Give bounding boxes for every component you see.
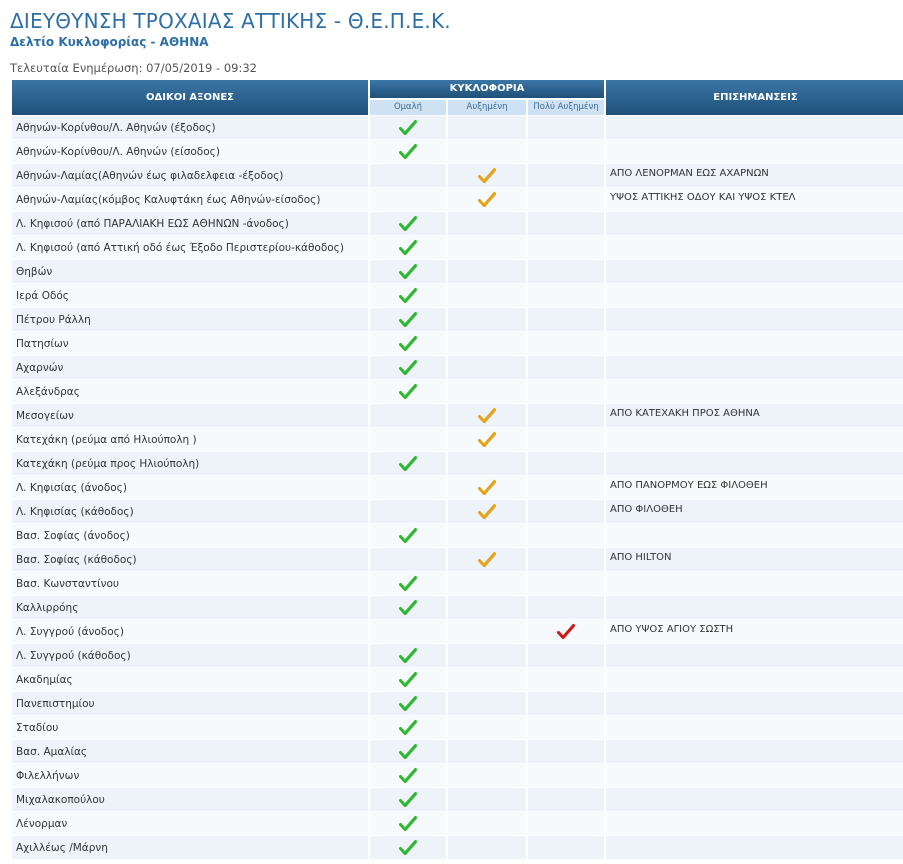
table-row xyxy=(12,164,903,188)
checkmark-icon xyxy=(398,142,418,162)
note-cell: ΑΠΟ ΥΨΟΣ ΑΓΙΟΥ ΣΩΣΤΗ xyxy=(606,620,903,644)
checkmark-icon xyxy=(477,190,497,210)
status-cell-normal xyxy=(370,212,446,236)
note-cell xyxy=(606,716,903,740)
note-cell: ΑΠΟ HILTON xyxy=(606,548,903,572)
status-cell-normal xyxy=(370,644,446,668)
status-cell-very-increased xyxy=(528,692,604,716)
status-cell-very-increased xyxy=(528,836,604,860)
status-cell-normal xyxy=(370,452,446,476)
table-row xyxy=(12,404,903,428)
road-name: Αθηνών-Λαμίας(κόμβος Καλυφτάκη έως Αθηνών-είσοδος) xyxy=(12,188,368,212)
page-header xyxy=(0,0,903,75)
checkmark-icon xyxy=(556,622,576,642)
road-name: Λ. Κηφισίας (κάθοδος) xyxy=(12,500,368,524)
status-cell-very-increased xyxy=(528,356,604,380)
column-header-roads: ΟΔΙΚΟΙ ΑΞΟΝΕΣ xyxy=(12,80,368,116)
note-cell xyxy=(606,668,903,692)
checkmark-icon xyxy=(398,742,418,762)
status-cell-normal xyxy=(370,836,446,860)
status-cell-very-increased xyxy=(528,476,604,500)
status-cell-increased xyxy=(448,668,526,692)
road-name: Βασ. Κωνσταντίνου xyxy=(12,572,368,596)
status-cell-normal xyxy=(370,668,446,692)
checkmark-icon xyxy=(398,598,418,618)
page-subtitle: Δελτίο Κυκλοφορίας - ΑΘΗΝΑ xyxy=(10,35,209,49)
road-name: Λ. Κηφισίας (άνοδος) xyxy=(12,476,368,500)
status-cell-normal xyxy=(370,740,446,764)
note-cell xyxy=(606,524,903,548)
status-cell-very-increased xyxy=(528,164,604,188)
checkmark-icon xyxy=(398,574,418,594)
checkmark-icon xyxy=(398,454,418,474)
road-name: Μιχαλακοπούλου xyxy=(12,788,368,812)
status-cell-normal xyxy=(370,476,446,500)
status-cell-increased xyxy=(448,452,526,476)
road-name: Αχαρνών xyxy=(12,356,368,380)
road-name: Λ. Κηφισού (από ΠΑΡΑΛΙΑΚΗ ΕΩΣ ΑΘΗΝΩΝ -άνοδος) xyxy=(12,212,368,236)
road-name: Φιλελλήνων xyxy=(12,764,368,788)
status-cell-increased xyxy=(448,308,526,332)
table-row xyxy=(12,212,903,236)
note-cell xyxy=(606,260,903,284)
status-cell-normal xyxy=(370,692,446,716)
status-cell-increased xyxy=(448,524,526,548)
road-name: Αλεξάνδρας xyxy=(12,380,368,404)
status-cell-very-increased xyxy=(528,716,604,740)
road-name: Λ. Κηφισού (από Αττική οδό έως Έξοδο Περιστερίου-κάθοδος) xyxy=(12,236,368,260)
road-name: Αχιλλέως /Μάρνη xyxy=(12,836,368,860)
status-cell-normal xyxy=(370,524,446,548)
status-cell-normal xyxy=(370,404,446,428)
note-cell xyxy=(606,284,903,308)
checkmark-icon xyxy=(477,478,497,498)
status-cell-very-increased xyxy=(528,284,604,308)
status-cell-increased xyxy=(448,548,526,572)
status-cell-normal xyxy=(370,188,446,212)
status-cell-increased xyxy=(448,476,526,500)
road-name: Πέτρου Ράλλη xyxy=(12,308,368,332)
status-cell-increased xyxy=(448,356,526,380)
status-cell-normal xyxy=(370,812,446,836)
table-row xyxy=(12,452,903,476)
table-row xyxy=(12,812,903,836)
road-name: Λένορμαν xyxy=(12,812,368,836)
column-header-traffic: ΚΥΚΛΟΦΟΡΙΑ xyxy=(370,80,604,99)
table-row xyxy=(12,572,903,596)
note-cell xyxy=(606,212,903,236)
checkmark-icon xyxy=(477,166,497,186)
table-row xyxy=(12,548,903,572)
note-cell xyxy=(606,332,903,356)
road-name: Κατεχάκη (ρεύμα από Ηλιούπολη ) xyxy=(12,428,368,452)
status-cell-increased xyxy=(448,572,526,596)
road-name: Βασ. Αμαλίας xyxy=(12,740,368,764)
checkmark-icon xyxy=(398,718,418,738)
status-cell-increased xyxy=(448,596,526,620)
status-cell-very-increased xyxy=(528,596,604,620)
status-cell-increased xyxy=(448,764,526,788)
traffic-rows xyxy=(12,116,903,860)
status-cell-very-increased xyxy=(528,644,604,668)
checkmark-icon xyxy=(398,646,418,666)
table-row xyxy=(12,140,903,164)
table-row xyxy=(12,476,903,500)
road-name: Πανεπιστημίου xyxy=(12,692,368,716)
table-row xyxy=(12,716,903,740)
checkmark-icon xyxy=(477,550,497,570)
status-cell-very-increased xyxy=(528,788,604,812)
note-cell xyxy=(606,740,903,764)
table-row xyxy=(12,692,903,716)
status-cell-increased xyxy=(448,620,526,644)
status-cell-normal xyxy=(370,764,446,788)
checkmark-icon xyxy=(398,790,418,810)
status-cell-very-increased xyxy=(528,380,604,404)
checkmark-icon xyxy=(398,358,418,378)
table-row xyxy=(12,500,903,524)
checkmark-icon xyxy=(398,310,418,330)
status-cell-normal xyxy=(370,596,446,620)
road-name: Αθηνών-Κορίνθου/Λ. Αθηνών (είσοδος) xyxy=(12,140,368,164)
status-cell-normal xyxy=(370,356,446,380)
status-cell-very-increased xyxy=(528,500,604,524)
note-cell: ΑΠΟ ΛΕΝΟΡΜΑΝ ΕΩΣ ΑΧΑΡΝΩΝ xyxy=(606,164,903,188)
status-cell-increased xyxy=(448,644,526,668)
status-cell-normal xyxy=(370,116,446,140)
note-cell xyxy=(606,236,903,260)
note-cell xyxy=(606,116,903,140)
status-cell-increased xyxy=(448,188,526,212)
status-cell-normal xyxy=(370,164,446,188)
note-cell xyxy=(606,428,903,452)
road-name: Πατησίων xyxy=(12,332,368,356)
status-cell-increased xyxy=(448,788,526,812)
status-cell-very-increased xyxy=(528,236,604,260)
checkmark-icon xyxy=(398,238,418,258)
column-header-notes: ΕΠΙΣΗΜΑΝΣΕΙΣ xyxy=(606,80,903,116)
page-title: ΔΙΕΥΘΥΝΣΗ ΤΡΟΧΑΙΑΣ ΑΤΤΙΚΗΣ - Θ.Ε.Π.Ε.Κ. xyxy=(10,9,451,33)
status-cell-very-increased xyxy=(528,572,604,596)
note-cell: ΑΠΟ ΦΙΛΟΘΕΗ xyxy=(606,500,903,524)
checkmark-icon xyxy=(398,286,418,306)
status-cell-increased xyxy=(448,500,526,524)
note-cell xyxy=(606,572,903,596)
table-row xyxy=(12,116,903,140)
note-cell xyxy=(606,380,903,404)
status-cell-very-increased xyxy=(528,140,604,164)
note-cell xyxy=(606,788,903,812)
note-cell xyxy=(606,764,903,788)
status-cell-normal xyxy=(370,620,446,644)
status-cell-very-increased xyxy=(528,452,604,476)
status-cell-normal xyxy=(370,428,446,452)
status-cell-normal xyxy=(370,788,446,812)
road-name: Μεσογείων xyxy=(12,404,368,428)
road-name: Βασ. Σοφίας (άνοδος) xyxy=(12,524,368,548)
table-row xyxy=(12,356,903,380)
status-cell-increased xyxy=(448,404,526,428)
road-name: Ακαδημίας xyxy=(12,668,368,692)
table-row xyxy=(12,188,903,212)
status-cell-normal xyxy=(370,572,446,596)
note-cell: ΑΠΟ ΚΑΤΕΧΑΚΗ ΠΡΟΣ ΑΘΗΝΑ xyxy=(606,404,903,428)
checkmark-icon xyxy=(398,814,418,834)
status-cell-very-increased xyxy=(528,668,604,692)
note-cell xyxy=(606,596,903,620)
status-cell-very-increased xyxy=(528,212,604,236)
status-cell-normal xyxy=(370,308,446,332)
status-cell-normal xyxy=(370,236,446,260)
table-row xyxy=(12,836,903,860)
status-cell-increased xyxy=(448,284,526,308)
status-cell-very-increased xyxy=(528,620,604,644)
status-cell-increased xyxy=(448,164,526,188)
road-name: Βασ. Σοφίας (κάθοδος) xyxy=(12,548,368,572)
status-cell-very-increased xyxy=(528,740,604,764)
status-cell-very-increased xyxy=(528,332,604,356)
road-name: Καλλιρρόης xyxy=(12,596,368,620)
checkmark-icon xyxy=(398,526,418,546)
table-row xyxy=(12,260,903,284)
status-cell-increased xyxy=(448,740,526,764)
status-cell-increased xyxy=(448,116,526,140)
status-cell-very-increased xyxy=(528,260,604,284)
status-cell-increased xyxy=(448,212,526,236)
status-cell-normal xyxy=(370,548,446,572)
status-cell-increased xyxy=(448,380,526,404)
status-cell-normal xyxy=(370,332,446,356)
status-cell-increased xyxy=(448,716,526,740)
checkmark-icon xyxy=(398,118,418,138)
status-cell-very-increased xyxy=(528,308,604,332)
checkmark-icon xyxy=(398,766,418,786)
table-row xyxy=(12,284,903,308)
note-cell xyxy=(606,836,903,860)
note-cell xyxy=(606,692,903,716)
note-cell xyxy=(606,644,903,668)
note-cell: ΥΨΟΣ ΑΤΤΙΚΗΣ ΟΔΟΥ ΚΑΙ ΥΨΟΣ ΚΤΕΛ xyxy=(606,188,903,212)
last-updated: Τελευταία Ενημέρωση: 07/05/2019 - 09:32 xyxy=(10,61,257,75)
subheader-increased: Αυξημένη xyxy=(448,99,526,117)
status-cell-normal xyxy=(370,284,446,308)
note-cell xyxy=(606,812,903,836)
status-cell-normal xyxy=(370,260,446,284)
note-cell xyxy=(606,452,903,476)
road-name: Σταδίου xyxy=(12,716,368,740)
status-cell-normal xyxy=(370,716,446,740)
status-cell-very-increased xyxy=(528,812,604,836)
status-cell-very-increased xyxy=(528,548,604,572)
road-name: Λ. Συγγρού (άνοδος) xyxy=(12,620,368,644)
table-row xyxy=(12,332,903,356)
table-row xyxy=(12,308,903,332)
road-name: Λ. Συγγρού (κάθοδος) xyxy=(12,644,368,668)
subheader-very-increased: Πολύ Αυξημένη xyxy=(528,99,604,117)
note-cell xyxy=(606,140,903,164)
checkmark-icon xyxy=(398,214,418,234)
status-cell-very-increased xyxy=(528,188,604,212)
checkmark-icon xyxy=(477,430,497,450)
checkmark-icon xyxy=(398,334,418,354)
checkmark-icon xyxy=(398,382,418,402)
status-cell-increased xyxy=(448,140,526,164)
checkmark-icon xyxy=(398,694,418,714)
status-cell-increased xyxy=(448,332,526,356)
table-row xyxy=(12,740,903,764)
status-cell-normal xyxy=(370,380,446,404)
status-cell-increased xyxy=(448,236,526,260)
road-name: Αθηνών-Λαμίας(Αθηνών έως φιλαδελφεια -έξοδος) xyxy=(12,164,368,188)
status-cell-very-increased xyxy=(528,428,604,452)
table-row xyxy=(12,236,903,260)
road-name: Ιερά Οδός xyxy=(12,284,368,308)
checkmark-icon xyxy=(398,838,418,858)
status-cell-very-increased xyxy=(528,524,604,548)
table-row xyxy=(12,524,903,548)
note-cell: ΑΠΟ ΠΑΝΟΡΜΟΥ ΕΩΣ ΦΙΛΟΘΕΗ xyxy=(606,476,903,500)
table-row xyxy=(12,668,903,692)
table-row xyxy=(12,380,903,404)
note-cell xyxy=(606,308,903,332)
status-cell-very-increased xyxy=(528,116,604,140)
status-cell-increased xyxy=(448,260,526,284)
table-row xyxy=(12,428,903,452)
status-cell-increased xyxy=(448,428,526,452)
status-cell-normal xyxy=(370,140,446,164)
table-row xyxy=(12,644,903,668)
road-name: Αθηνών-Κορίνθου/Λ. Αθηνών (έξοδος) xyxy=(12,116,368,140)
checkmark-icon xyxy=(477,406,497,426)
status-cell-increased xyxy=(448,812,526,836)
table-row xyxy=(12,788,903,812)
road-name: Θηβών xyxy=(12,260,368,284)
status-cell-very-increased xyxy=(528,764,604,788)
table-row xyxy=(12,596,903,620)
road-name: Κατεχάκη (ρεύμα προς Ηλιούπολη) xyxy=(12,452,368,476)
subheader-normal: Ομαλή xyxy=(370,99,446,117)
checkmark-icon xyxy=(398,262,418,282)
checkmark-icon xyxy=(477,502,497,522)
traffic-table xyxy=(10,80,903,860)
table-row xyxy=(12,620,903,644)
note-cell xyxy=(606,356,903,380)
status-cell-very-increased xyxy=(528,404,604,428)
status-cell-increased xyxy=(448,692,526,716)
status-cell-increased xyxy=(448,836,526,860)
table-row xyxy=(12,764,903,788)
checkmark-icon xyxy=(398,670,418,690)
status-cell-normal xyxy=(370,500,446,524)
